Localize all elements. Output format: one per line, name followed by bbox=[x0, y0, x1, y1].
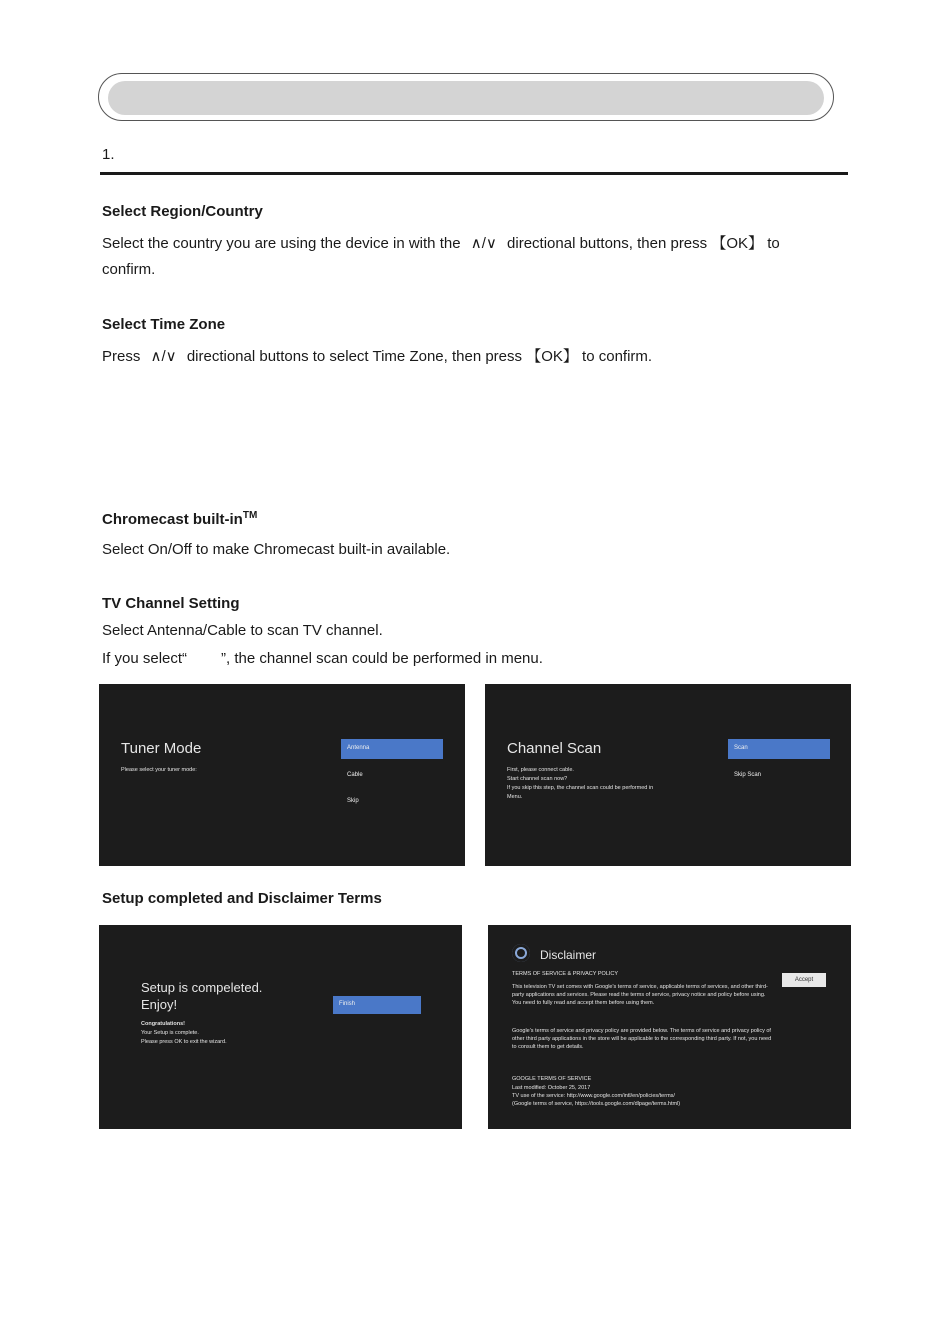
channel-scan-line: Start channel scan now? bbox=[507, 776, 568, 782]
antenna-option-label: Antenna bbox=[347, 745, 370, 751]
disclaimer-screenshot bbox=[488, 925, 851, 1129]
complete-line: Your Setup is complete. bbox=[141, 1030, 199, 1036]
chromecast-body: Select On/Off to make Chromecast built-in available. bbox=[102, 541, 451, 558]
disclaimer-para1: This television TV set comes with Google's terms of service, applicable terms of services, and other third-party applications and services. Please read the terms of service, privacy notice and policy before using. You need to fully read and accept them before using them. bbox=[512, 984, 768, 1006]
region-line1 bbox=[102, 232, 780, 253]
header-banner bbox=[108, 81, 824, 115]
tuner-mode-title: Tuner Mode bbox=[121, 740, 202, 757]
region-text-pre: Select the country you are using the device in with the bbox=[102, 235, 461, 252]
timezone-text-end: to confirm. bbox=[582, 348, 653, 365]
tv-channel-line2 bbox=[102, 650, 543, 667]
region-text-end: to bbox=[767, 235, 780, 252]
tv-channel-line1: Select Antenna/Cable to scan TV channel. bbox=[102, 622, 383, 639]
tv-channel-title: TV Channel Setting bbox=[102, 595, 240, 612]
complete-line: Congratulations! bbox=[141, 1021, 185, 1027]
section-rule bbox=[100, 172, 848, 175]
channel-scan-screenshot bbox=[485, 684, 851, 866]
complete-title-line1: Setup is compeleted. bbox=[141, 980, 263, 995]
antenna-option[interactable] bbox=[341, 739, 443, 759]
region-title: Select Region/Country bbox=[102, 203, 263, 220]
timezone-title: Select Time Zone bbox=[102, 316, 226, 333]
disclaimer-line: (Google terms of service, https://tools.google.com/dlpage/terms.html) bbox=[512, 1101, 681, 1107]
skip-option[interactable]: Skip bbox=[347, 798, 359, 804]
channel-scan-line: If you skip this step, the channel scan could be performed in bbox=[507, 785, 654, 791]
step-number: 1. bbox=[102, 146, 115, 163]
chromecast-title bbox=[102, 510, 257, 528]
up-down-arrows-icon: ∧/∨ bbox=[470, 235, 497, 252]
complete-line: Please press OK to exit the wizard. bbox=[141, 1039, 227, 1045]
trademark-mark: TM bbox=[242, 510, 258, 521]
channel-scan-title: Channel Scan bbox=[507, 740, 602, 757]
timezone-text-pre: Press bbox=[102, 348, 141, 365]
setup-complete-screenshot bbox=[99, 925, 462, 1129]
tv-channel-line2-post: ”, the channel scan could be performed in menu. bbox=[221, 650, 543, 667]
disclaimer-lines2 bbox=[512, 1084, 772, 1108]
region-line2: confirm. bbox=[102, 261, 156, 278]
timezone-text-post: directional buttons to select Time Zone, then press bbox=[186, 348, 523, 365]
ok-key-label: 【OK】 bbox=[711, 235, 764, 252]
tuner-mode-subtitle: Please select your tuner mode: bbox=[121, 767, 197, 773]
channel-scan-line: First, please connect cable. bbox=[507, 767, 574, 773]
region-text-post: directional buttons, then press bbox=[507, 235, 708, 252]
cable-option[interactable]: Cable bbox=[347, 772, 363, 778]
channel-scan-line: Menu. bbox=[507, 794, 523, 800]
disclaimer-heading1: TERMS OF SERVICE & PRIVACY POLICY bbox=[512, 971, 619, 977]
disclaimer-line: Last modified: October 25, 2017 bbox=[512, 1085, 591, 1091]
scan-option[interactable] bbox=[728, 739, 830, 759]
disclaimer-title: Disclaimer bbox=[540, 948, 597, 962]
tuner-mode-screenshot bbox=[99, 684, 465, 866]
ok-key-label: 【OK】 bbox=[526, 348, 578, 365]
chromecast-title-text: Chromecast built-in bbox=[102, 511, 243, 528]
complete-text bbox=[141, 1020, 227, 1047]
scan-option-label: Scan bbox=[734, 745, 748, 751]
gear-icon bbox=[512, 944, 530, 962]
setup-title: Setup completed and Disclaimer Terms bbox=[102, 890, 382, 907]
finish-button-label: Finish bbox=[339, 1001, 356, 1007]
finish-button[interactable] bbox=[333, 996, 421, 1014]
skip-scan-option[interactable]: Skip Scan bbox=[734, 772, 762, 778]
disclaimer-heading2: GOOGLE TERMS OF SERVICE bbox=[512, 1076, 592, 1082]
timezone-line bbox=[102, 345, 652, 366]
channel-scan-text bbox=[507, 766, 687, 802]
up-down-arrows-icon: ∧/∨ bbox=[150, 348, 177, 365]
disclaimer-para2: Google's terms of service and privacy policy are provided below. The terms of service and privacy policy of other third party applications in the store will be applicable to the corresponding third party. If not, you need to consult them to get details. bbox=[512, 1028, 772, 1050]
tv-channel-line2-pre: If you select“ bbox=[102, 650, 188, 667]
disclaimer-line: TV use of the service: http://www.google.com/intl/en/policies/terms/ bbox=[512, 1093, 675, 1099]
complete-title-line2: Enjoy! bbox=[141, 997, 178, 1012]
accept-button[interactable]: Accept bbox=[782, 973, 826, 987]
